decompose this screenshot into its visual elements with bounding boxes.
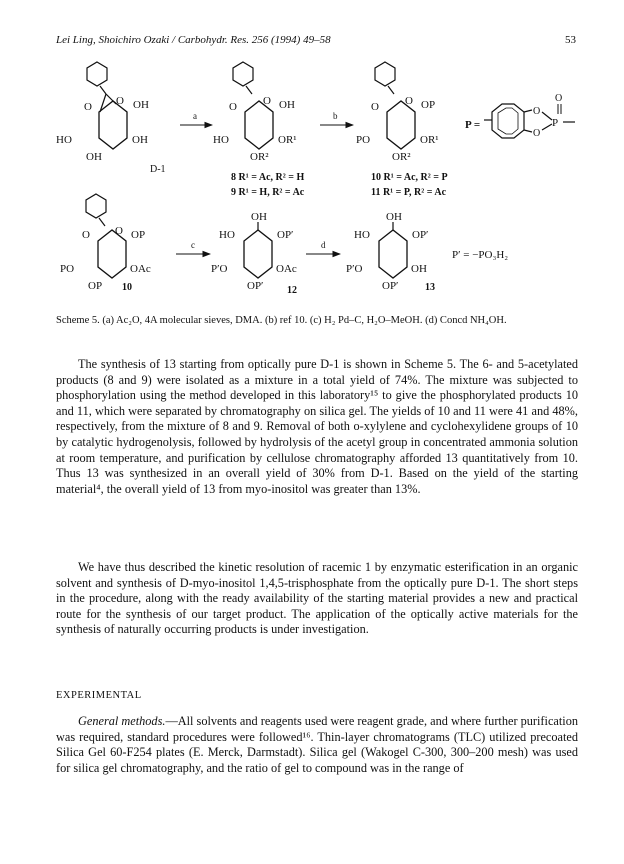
c12-mid-left: P′O: [211, 263, 228, 275]
c1011-bottom: OR²: [392, 151, 411, 163]
c89-mid-right: OR¹: [278, 134, 297, 146]
general-methods-text: —All solvents and reagents used were reagent grade, and where further purification was required, standard procedures were followed¹⁶. Thin-layer chromatograms (TLC) utilized precoated Silica Gel 60-F254 plates (E. Merck, Darmstadt). Silica gel (Wakogel C-300, 300–200 mesh) was used for silica gel chromatography, and the ratio of gel to compound was in the range of: [56, 714, 578, 775]
c89-line1: 8 R¹ = Ac, R² = H: [231, 172, 305, 183]
c1011-line1: 10 R¹ = Ac, R² = P: [371, 172, 448, 183]
d1-mid-left: HO: [56, 134, 72, 146]
d1-bottom: OH: [86, 151, 102, 163]
results-paragraph-2: [56, 560, 578, 638]
arrow-c: [176, 240, 210, 254]
compound-10-11: [356, 62, 448, 198]
arrow-a: [180, 111, 212, 125]
c10b-o-right: O: [115, 225, 123, 237]
arrow-d: [306, 240, 340, 254]
c13-mid-left: P′O: [346, 263, 363, 275]
c13-top-center: OH: [386, 211, 402, 223]
arrow-c-label: c: [191, 240, 195, 250]
c10b-bottom: OP: [88, 280, 103, 292]
c1011-o-left: O: [371, 101, 379, 113]
results-paragraph-1: [56, 357, 578, 497]
d1-mid-right: OH: [132, 134, 148, 146]
c1011-line2: 11 R¹ = P, R² = Ac: [371, 187, 447, 198]
p-def-o-top: O: [555, 93, 563, 104]
c89-o-right: O: [263, 95, 271, 107]
paragraph-text: [56, 714, 578, 776]
paragraph-text: The synthesis of 13 starting from optically pure D-1 is shown in Scheme 5. The 6- and 5-acetylated products (8 and 9) were isolated as a mixture in a total yield of 74%. The mixture was subjected to phosphorylation using the method developed in this laboratory¹⁵ to give the phosphorylated products 10 and 11, which were separated by chromatography on silica gel. The yields of 10 and 11 were 41 and 48%, respectively, from the mixture of 8 and 9. Removal of both o-xylylene and cyclohexylidene groups of 10 by catalytic hydrogenolysis, followed by hydrolysis of the acetyl group in concentrated ammonia solution at room temperature, and purification by cellulose chromatography afforded 13 quantitatively from 10. Thus 13 was synthesized in an overall yield of 30% from D-1. Based on the yield of the starting material⁴, the overall yield of 13 from myo-inositol was greater than 13%.: [56, 357, 578, 496]
compound-8-9: [213, 62, 305, 198]
c1011-o-right: O: [405, 95, 413, 107]
paragraph-text: We have thus described the kinetic resolution of racemic 1 by enzymatic esterification in an organic solvent and synthesis of D-myo-inositol 1,4,5-trisphosphate from the optically pure D-1. The short steps in the procedure, along with the ready availability of the starting material provides a new and practical route for the synthesis of our target product. The application of the optically active materials for the synthesis of naturally occurring products is under investigation.: [56, 560, 578, 637]
c89-mid-left: HO: [213, 134, 229, 146]
d1-top-right: OH: [133, 99, 149, 111]
compound-d1: [56, 62, 166, 175]
c13-top-left: HO: [354, 229, 370, 241]
c89-top-right: OH: [279, 99, 295, 111]
c12-id: 12: [287, 285, 297, 296]
d1-o-left: O: [84, 101, 92, 113]
p-definition: [465, 93, 575, 139]
d1-id: D-1: [150, 164, 166, 175]
reaction-scheme: [0, 0, 624, 310]
c12-top-center: OH: [251, 211, 267, 223]
p-def-label: P =: [465, 119, 481, 131]
scheme-caption: Scheme 5. (a) Ac₂O, 4A molecular sieves, DMA. (b) ref 10. (c) H₂ Pd–C, H₂O–MeOH. (d) Concd NH₄OH.: [56, 315, 507, 326]
p-def-p: P: [552, 117, 559, 129]
compound-12: [211, 211, 297, 296]
arrow-b-label: b: [333, 111, 338, 121]
c1011-mid-left: PO: [356, 134, 371, 146]
c10b-mid-left: PO: [60, 263, 75, 275]
c10b-o-left: O: [82, 229, 90, 241]
c89-o-left: O: [229, 101, 237, 113]
c12-bottom: OP′: [247, 280, 264, 292]
c10b-mid-right: OAc: [130, 263, 151, 275]
c89-bottom: OR²: [250, 151, 269, 163]
c89-line2: 9 R¹ = H, R² = Ac: [231, 187, 305, 198]
c13-top-right: OP′: [412, 229, 429, 241]
section-heading-experimental: EXPERIMENTAL: [56, 690, 142, 701]
c10b-id: 10: [122, 282, 132, 293]
c12-mid-right: OAc: [276, 263, 297, 275]
compound-10b: [60, 194, 151, 293]
c12-top-right: OP′: [277, 229, 294, 241]
c1011-top-right: OP: [421, 99, 436, 111]
arrow-d-label: d: [321, 240, 326, 250]
arrow-b: [320, 111, 353, 125]
page-number: 53: [565, 34, 576, 46]
c1011-mid-right: OR¹: [420, 134, 439, 146]
p-def-o-upper: O: [533, 106, 541, 117]
pprime-definition: P′ = −PO₃H₂: [452, 249, 509, 261]
c10b-top-right: OP: [131, 229, 146, 241]
c13-bottom: OP′: [382, 280, 399, 292]
d1-o-right: O: [116, 95, 124, 107]
experimental-paragraph: [56, 714, 578, 776]
compound-13: [346, 211, 435, 293]
p-def-o-lower: O: [533, 128, 541, 139]
c12-top-left: HO: [219, 229, 235, 241]
arrow-a-label: a: [193, 111, 197, 121]
running-head-text: Lei Ling, Shoichiro Ozaki / Carbohydr. Res. 256 (1994) 49–58: [56, 34, 331, 46]
general-methods-heading: General methods.: [78, 714, 166, 728]
c13-mid-right: OH: [411, 263, 427, 275]
c13-id: 13: [425, 282, 435, 293]
